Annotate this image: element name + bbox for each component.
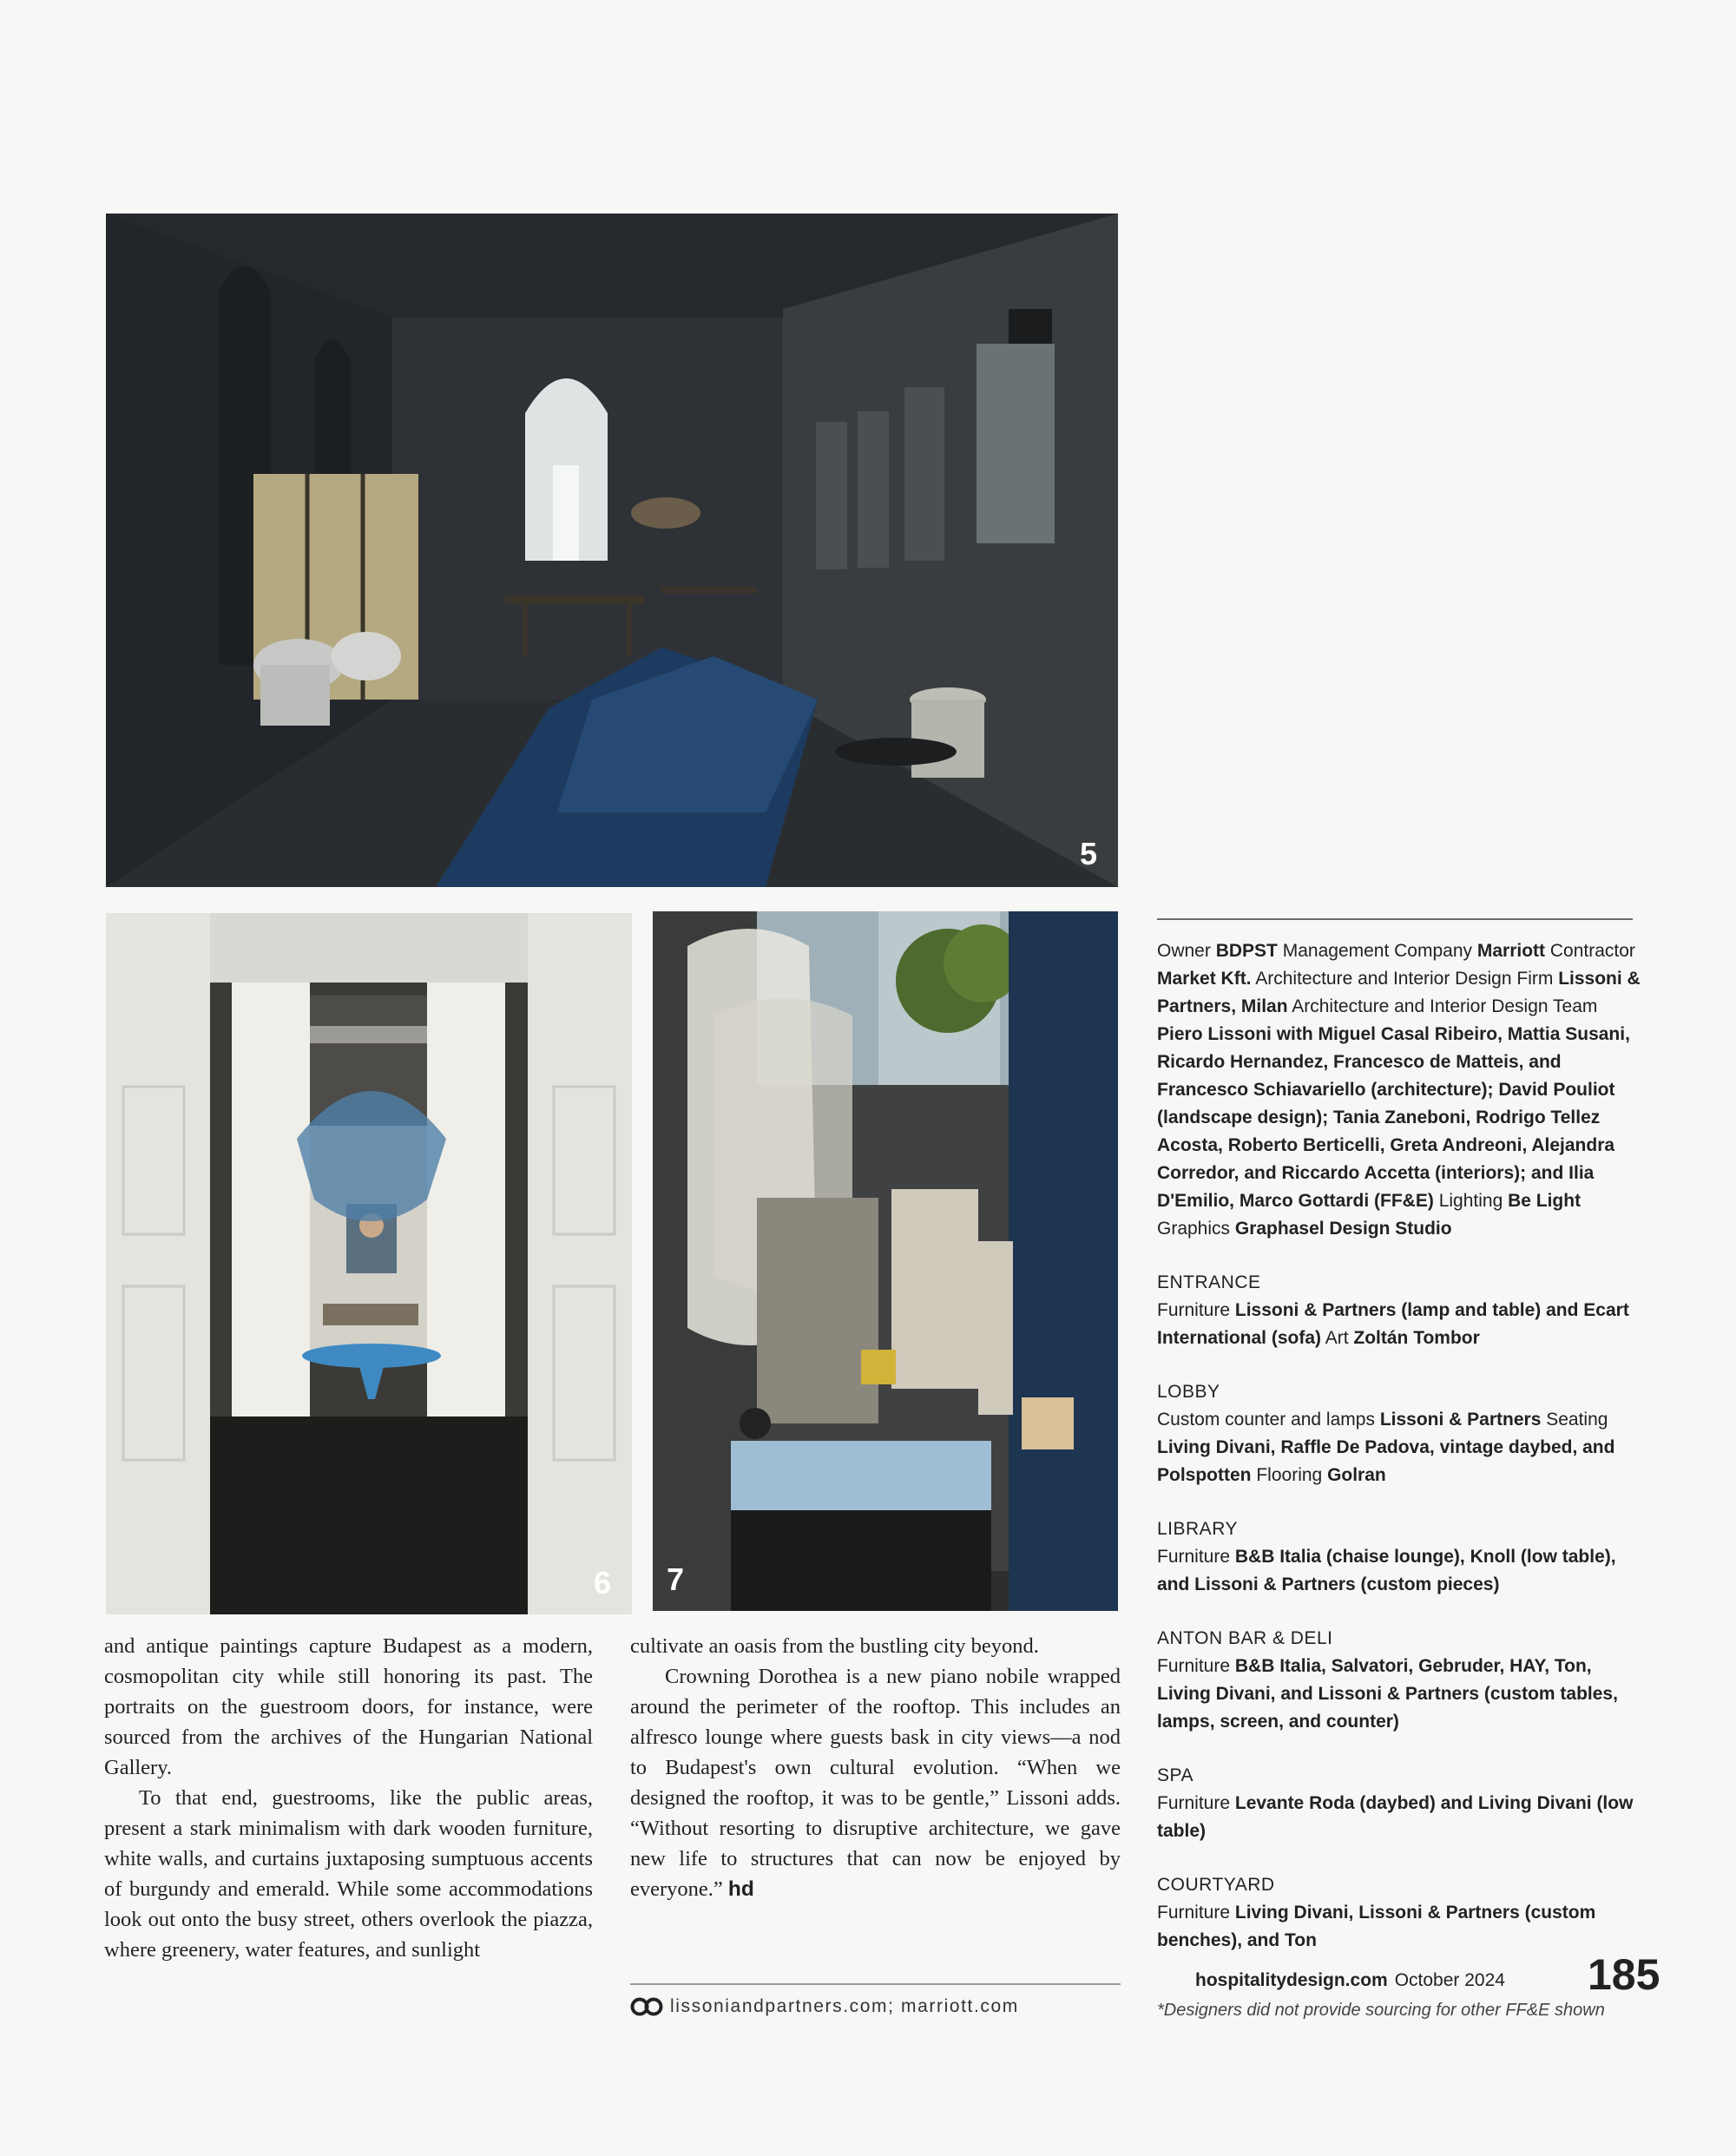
- photo-6-corridor: [106, 913, 632, 1614]
- credit-label: Graphics: [1157, 1219, 1231, 1239]
- section-entrance: [1157, 1269, 1643, 1352]
- section-heading: COURTYARD: [1157, 1875, 1275, 1895]
- corridor-illustration: [106, 913, 632, 1614]
- credit-value: B&B Italia, Salvatori, Gebruder, HAY, Ton, Living Divani, and Lissoni & Partners (custom tables, lamps, screen, and counter): [1157, 1656, 1618, 1732]
- credit-value: Graphasel Design Studio: [1234, 1219, 1452, 1239]
- credit-value: Be Light: [1508, 1191, 1581, 1211]
- credit-value: Lissoni & Partners (lamp and table) and Ecart International (sofa): [1157, 1300, 1629, 1348]
- photo-5-hall: [106, 214, 1118, 887]
- section-courtyard: [1157, 1871, 1643, 1955]
- credit-label: Owner: [1157, 941, 1211, 961]
- credit-links: [630, 1996, 1019, 2017]
- signoff-mark: hd: [727, 1877, 754, 1901]
- article-column-2: [630, 1631, 1121, 1904]
- credit-label: Furniture: [1157, 1547, 1231, 1567]
- photo-5-number: 5: [1079, 836, 1097, 871]
- credit-value: Golran: [1327, 1465, 1386, 1485]
- credit-value: B&B Italia (chaise lounge), Knoll (low table), and Lissoni & Partners (custom pieces): [1157, 1547, 1616, 1594]
- credit-value: Levante Roda (daybed) and Living Divani (low table): [1157, 1793, 1634, 1841]
- credit-label: Architecture and Interior Design Team: [1292, 996, 1598, 1016]
- photo-7-number: 7: [667, 1561, 685, 1597]
- footer-date: October 2024: [1394, 1970, 1505, 1990]
- credit-value: Marriott: [1476, 941, 1546, 961]
- credit-label: Furniture: [1157, 1793, 1231, 1813]
- credit-label: Seating: [1546, 1410, 1608, 1430]
- credit-label: Custom counter and lamps: [1157, 1410, 1375, 1430]
- sourcing-footnote: *Designers did not provide sourcing for other FF&E shown: [1157, 2001, 1605, 2020]
- credit-label: Contractor: [1549, 941, 1635, 961]
- section-heading: ANTON BAR & DELI: [1157, 1628, 1333, 1648]
- article-paragraph: and antique paintings capture Budapest as a modern, cosmopolitan city while still honoring its past. The portraits on the guestroom doors, for instance, were sourced from the archives of the Hungarian National Gallery.: [104, 1634, 593, 1779]
- article-paragraph-final: [630, 1661, 1121, 1904]
- credit-label: Lighting: [1438, 1191, 1503, 1211]
- credit-value: Zoltán Tombor: [1353, 1328, 1480, 1348]
- photo-6-number: 6: [593, 1565, 611, 1601]
- section-spa: [1157, 1762, 1643, 1845]
- credit-value: Lissoni & Partners, Milan: [1157, 969, 1641, 1016]
- article-column-1: [104, 1631, 593, 1965]
- sidebar-rule: [1157, 918, 1633, 920]
- article-paragraph-text: Crowning Dorothea is a new piano nobile wrapped around the perimeter of the rooftop. This includes an alfresco lounge where guests bask in city views—a nod to Budapest's own cultural evolution. “When we designed the rooftop, it was to be gentle,” Lissoni adds. “Without resorting to disruptive architecture, we gave new life to structures that can now be enjoyed by everyone.”: [630, 1665, 1121, 1901]
- project-credits: [1157, 937, 1643, 1243]
- credit-label: Management Company: [1282, 941, 1473, 961]
- section-heading: LOBBY: [1157, 1382, 1220, 1402]
- credit-label: Furniture: [1157, 1300, 1231, 1320]
- photo-7-lobby: [653, 911, 1118, 1611]
- section-heading: SPA: [1157, 1765, 1194, 1785]
- section-library: [1157, 1515, 1643, 1599]
- credit-label: Architecture and Interior Design Firm: [1255, 969, 1554, 989]
- section-lobby: [1157, 1378, 1643, 1489]
- credit-links-text[interactable]: lissoniandpartners.com; marriott.com: [670, 1996, 1019, 2016]
- article-paragraph: cultivate an oasis from the bustling city beyond.: [630, 1634, 1039, 1658]
- footer-site[interactable]: hospitalitydesign.com: [1195, 1970, 1388, 1990]
- credit-divider: [630, 1983, 1121, 1985]
- credit-value: Market Kft.: [1157, 969, 1252, 989]
- credit-label: Art: [1325, 1328, 1349, 1348]
- section-anton-bar: [1157, 1625, 1643, 1736]
- page-footer: [1195, 1970, 1505, 1991]
- section-heading: LIBRARY: [1157, 1519, 1238, 1539]
- credit-value: Piero Lissoni with Miguel Casal Ribeiro, Mattia Susani, Ricardo Hernandez, Francesco de Matteis, and Francesco Schiavariello (architecture); David Pouliot (landscape design); Tania Zaneboni, Rodrigo Tellez Acosta, Roberto Berticelli, Greta Andreoni, Alejandra Corredor, and Riccardo Accetta (interiors); and Ilia D'Emilio, Marco Gottardi (FF&E): [1157, 1024, 1630, 1211]
- lobby-illustration: [653, 911, 1118, 1611]
- link-icon: [630, 1997, 663, 2016]
- credit-value: Lissoni & Partners: [1379, 1410, 1542, 1430]
- credit-label: Flooring: [1256, 1465, 1323, 1485]
- credit-value: Living Divani, Lissoni & Partners (custom benches), and Ton: [1157, 1903, 1596, 1950]
- page-number: 185: [1588, 1950, 1660, 1999]
- article-paragraph: To that end, guestrooms, like the public areas, present a stark minimalism with dark wooden furniture, white walls, and curtains juxtaposing sumptuous accents of burgundy and emerald. While some accommodations look out onto the busy street, others overlook the piazza, where greenery, water features, and sunlight: [104, 1786, 593, 1962]
- credits-sidebar: [1157, 937, 1643, 1981]
- credit-value: BDPST: [1215, 941, 1278, 961]
- hall-illustration: [106, 214, 1118, 887]
- section-heading: ENTRANCE: [1157, 1272, 1261, 1292]
- credit-label: Furniture: [1157, 1656, 1231, 1676]
- credit-value: Living Divani, Raffle De Padova, vintage daybed, and Polspotten: [1157, 1437, 1615, 1485]
- credit-label: Furniture: [1157, 1903, 1231, 1923]
